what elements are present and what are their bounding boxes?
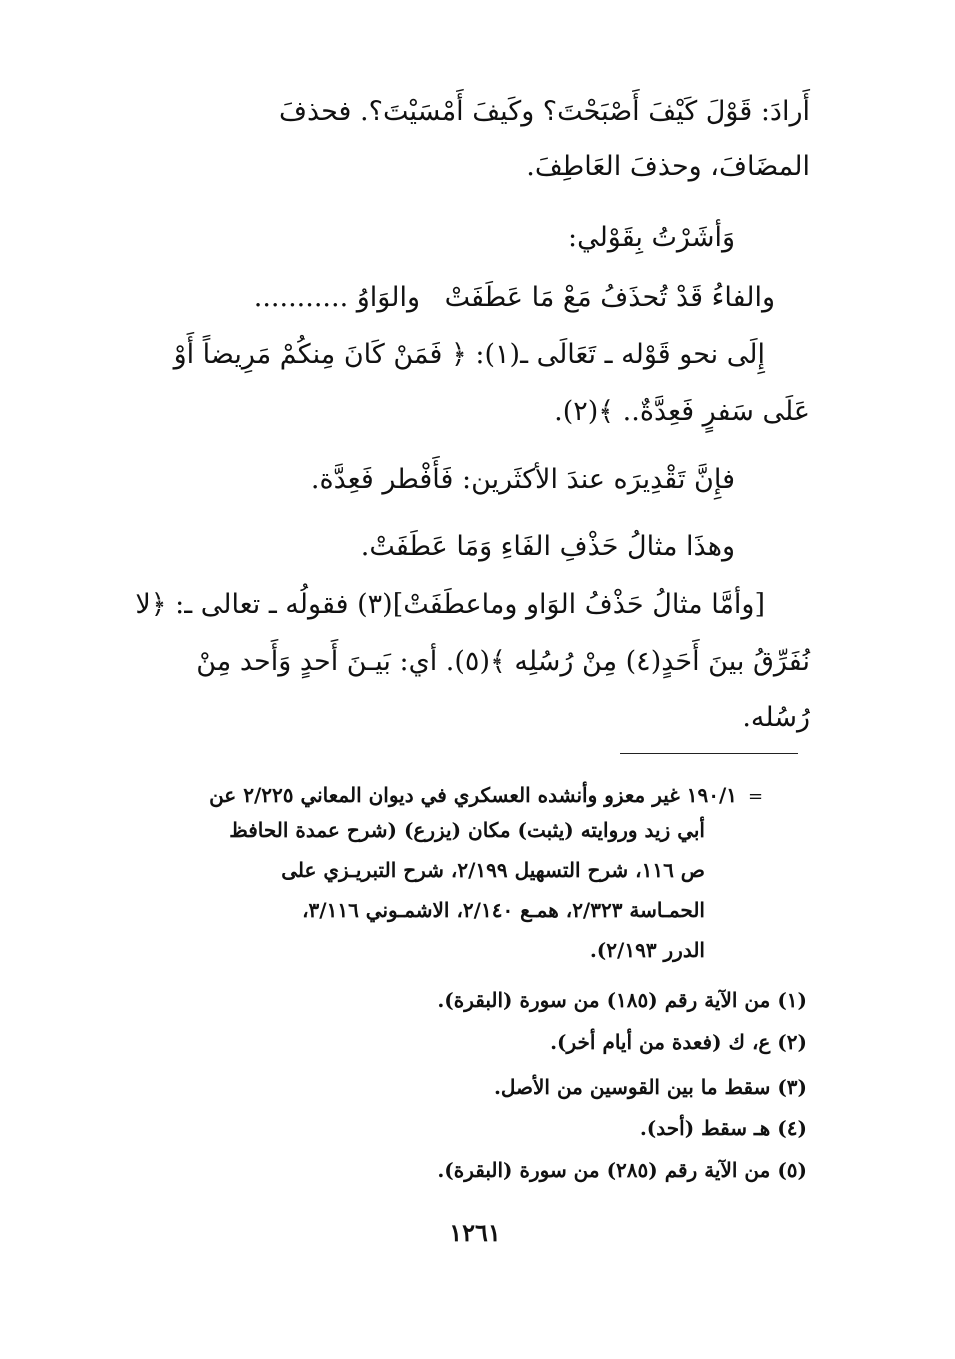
footnote-continued-line-4: الحمـاسة ٢/٣٢٣، همـع ٢/١٤٠، الاشمـوني ٣/١١٦، <box>302 898 705 922</box>
main-line-5: عَلَى سَفرٍ فَعِدَّةٌ.. ﴾(٢). <box>554 396 810 427</box>
footnote-continued-line-3: ص ١١٦، شرح التسهيل ٢/١٩٩، شرح التبريـزي على <box>281 858 705 882</box>
footnote-continued-line-5: الدرر ٢/١٩٣). <box>589 938 705 962</box>
page-number: ١٢٦١ <box>449 1218 501 1247</box>
main-line-1: أَرادَ: قَوْلَ كَيْفَ أَصْبَحْتَ؟ وكَيفَ أَمْسَيْتَ؟. فحذفَ <box>278 96 810 127</box>
footnote-continued-line-1: ١٩٠/١ غير معزو وأنشده العسكري في ديوان المعاني ٢/٢٢٥ عن <box>209 783 737 807</box>
footnote-3: (٣) سقط ما بين القوسين من الأصل. <box>493 1075 807 1099</box>
verse-right-hemistich: والفاءُ قَدْ تُحذَفُ مَعْ مَا عَطَفَتْ <box>444 282 775 313</box>
main-line-7: وهذَا مثالُ حَذْفِ الفَاءِ وَمَا عَطَفَتْ. <box>360 531 735 562</box>
footnote-continued-line-2: أبي زيد وروايته (يثبت) مكان (يزرع) (شرح عمدة الحافظ <box>229 818 705 842</box>
main-line-9: نُفَرِّقُ بينَ أَحَدٍ(٤) مِنْ رُسُلِه ﴾(٥). أي: بَيـنَ أَحدٍ وَأَحد مِنْ <box>196 646 810 677</box>
verse-left-hemistich: والوَاوُ ........... <box>253 282 420 313</box>
main-line-2: المضَافَ، وحذفَ العَاطِفَ. <box>526 151 810 182</box>
continuation-mark: = <box>748 786 764 807</box>
footnote-4: (٤) هـ سقط (أحد). <box>639 1116 807 1140</box>
main-line-3: وَأشَرْتُ بِقَوْلي: <box>567 222 735 253</box>
main-line-4: إِلَى نحو قَوْله ـ تَعَالَى ـ(١): ﴿ فَمَنْ كَانَ مِنكُمْ مَرِيضاً أَوْ <box>173 339 765 370</box>
main-line-10: رُسُله. <box>742 702 810 733</box>
main-line-8: [وأمَّا مثالُ حَذْفُ الوَاو وماعطَفَتْ](٣) فقولُه ـ تعالى ـ: ﴿لا <box>135 589 765 620</box>
footnote-1: (١) من الآية رقم (١٨٥) من سورة (البقرة). <box>437 988 807 1012</box>
footnote-5: (٥) من الآية رقم (٢٨٥) من سورة (البقرة). <box>437 1158 807 1182</box>
main-line-6: فإِنَّ تَقْدِيرَه عندَ الأكثَرين: فَأَفْطر فَعِدَّة. <box>310 464 735 495</box>
footnote-divider <box>620 753 798 754</box>
footnote-2: (٢) ع، ك (فعدة من أيام أخر). <box>550 1030 807 1054</box>
